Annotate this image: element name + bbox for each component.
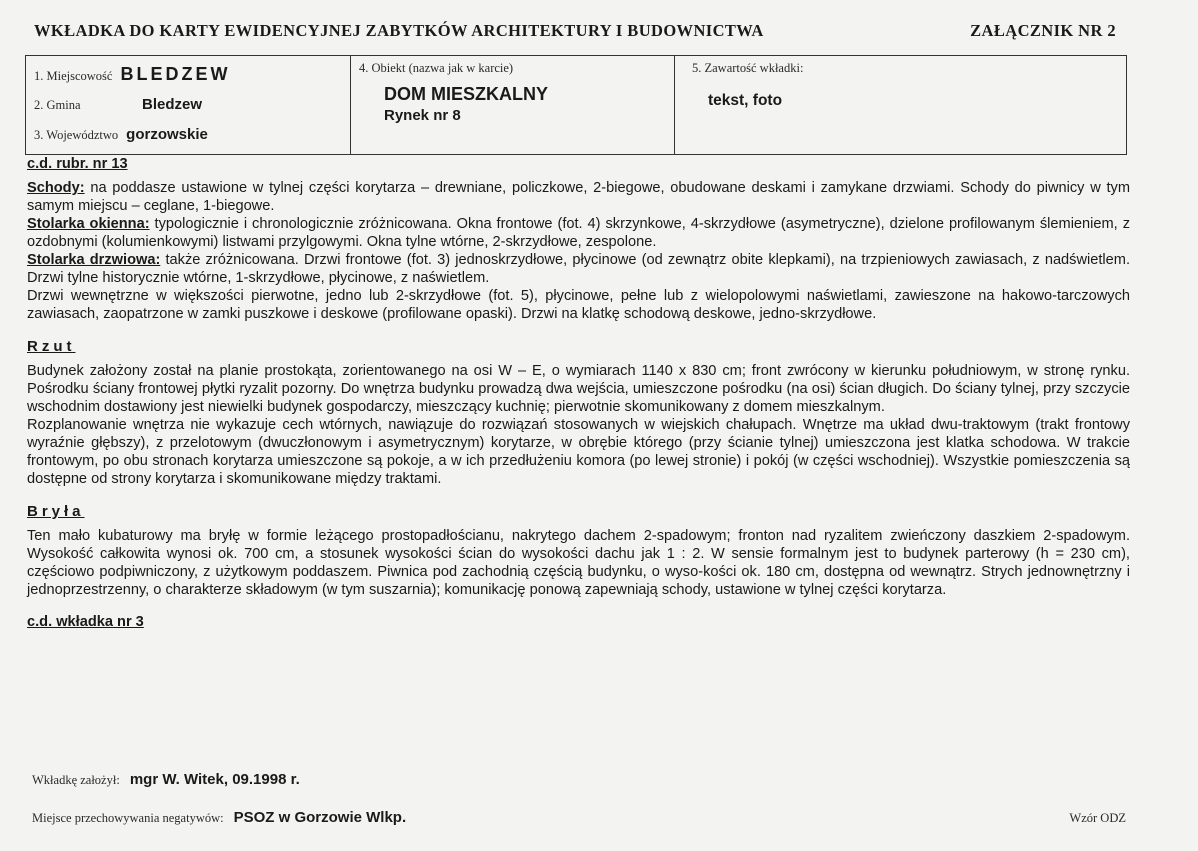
form-code: Wzór ODZ [1069, 811, 1126, 825]
annex-label: ZAŁĄCZNIK NR 2 [970, 21, 1116, 40]
author-line [32, 771, 300, 788]
drzwiowa-paragraph [27, 251, 1130, 287]
zawartosc-value: tekst, foto [708, 92, 783, 109]
rzut-paragraph-1: Budynek założony został na planie prostokąta, zorientowanego na osi W – E, o wymiarach 1140 x 830 cm; front zwrócony w kierunku południowym, w stronę rynku. Pośrodku ściany frontowej płytki ryzalit pozorny. Do wnętrza budynku prowadzą dwa wejścia, umieszczone pośrodku (na osi) ścian długich. Do ściany tylnej, przy szczycie wschodnim dostawiony jest niewielki budynek gospodarczy, mieszczący kuchnię; pierwotnie skomunikowany z domem mieszkalnym. [27, 363, 1130, 415]
gmina-label: 2. Gmina [34, 98, 81, 112]
drzwiowa-text: także zróżnicowana. Drzwi frontowe (fot. 3) jednoskrzydłowe, płycinowe (od zewnątrz obite klepkami), na trzpieniowych zawiasach, z nadświetlem. Drzwi tylne historycznie wtórne, 1-skrzydłowe, płycinowe, z naświetlem. [27, 252, 1130, 286]
obiekt-label: 4. Obiekt (nazwa jak w karcie) [359, 61, 514, 75]
drzwi-wewn-paragraph: Drzwi wewnętrzne w większości pierwotne, jedno lub 2-skrzydłowe (fot. 5), płycinowe, pełne lub z wielopolowymi naświetlami, zawieszone na hakowo-tarczowych zawiasach, zaopatrzone w zamki puszkowe i deskowe (profilowane opaski). Drzwi na klatkę schodową deskowe, jedno-skrzydłowe. [27, 288, 1130, 322]
okienna-text: typologicznie i chronologicznie zróżnicowana. Okna frontowe (fot. 4) skrzynkowe, 4-skrzydłowe (asymetryczne), dzielone profilowanym ślemieniem, z ozdobnymi (kolumienkowymi) listwami przylgowymi. Okna tylne wtórne, 2-skrzydłowe, zespolone. [27, 216, 1130, 250]
wojewodztwo-row [34, 126, 208, 143]
negatives-line [32, 809, 406, 826]
gmina-value: Bledzew [142, 96, 203, 113]
rzut-heading: Rzut [27, 338, 76, 355]
obiekt-address: Rynek nr 8 [384, 107, 461, 124]
schody-heading: Schody: [27, 180, 85, 196]
object-column [351, 56, 675, 154]
drzwiowa-heading: Stolarka drzwiowa: [27, 252, 161, 268]
info-box [25, 55, 1127, 155]
location-column [26, 56, 351, 154]
continuation-heading: c.d. rubr. nr 13 [27, 156, 128, 172]
schody-text: na poddasze ustawione w tylnej części korytarza – drewniane, policzkowe, 2-biegowe, obudowane deskami i zamykane drzwiami. Schody do piwnicy w tym samym miejscu – ceglane, 1-biegowe. [27, 180, 1130, 214]
okienna-heading: Stolarka okienna: [27, 216, 150, 232]
miejscowosc-row [34, 64, 230, 85]
miejscowosc-value: BLEDZEW [120, 64, 231, 84]
miejscowosc-label: 1. Miejscowość [34, 69, 113, 83]
okienna-paragraph [27, 215, 1130, 251]
continuation-next: c.d. wkładka nr 3 [27, 614, 144, 630]
author-value: mgr W. Witek, 09.1998 r. [129, 771, 300, 788]
schody-paragraph [27, 179, 1130, 215]
rzut-paragraph-2: Rozplanowanie wnętrza nie wykazuje cech wtórnych, nawiązuje do rozwiązań stosowanych w wiejskich chałupach. Wnętrze ma układ dwu-traktowym (trakt frontowy wyraźnie głębszy), z przelotowym (dwuczłonowym i asymetrycznym) korytarze, w obrębie którego (przy ścianie tylnej) umieszczona jest klatka schodowa. W trakcie frontowym, po obu stronach korytarza umieszczone są pokoje, a w ich przedłużeniu komora (po lewej stronie) i pokój (w części wschodniej). Wszystkie pomieszczenia są dostępne od strony korytarza i skomunikowane między traktami. [27, 417, 1130, 487]
wojewodztwo-value: gorzowskie [126, 126, 208, 143]
zawartosc-label: 5. Zawartość wkładki: [692, 61, 804, 75]
obiekt-name: DOM MIESZKALNY [384, 84, 548, 104]
bryla-paragraph: Ten mało kubaturowy ma bryłę w formie leżącego prostopadłościanu, nakrytego dachem 2-spadowym; fronton nad ryzalitem zwieńczony daszkiem 2-spadowym. Wysokość całkowita wynosi ok. 700 cm, a stosunek wysokości ścian do wysokości dachu jak 1 : 2. W sensie formalnym jest to budynek parterowy (h = 230 cm), częściowo podpiwniczony, z użytkowym poddaszem. Piwnica pod zachodnią częścią budynku, o wyso-kości ok. 180 cm, dostępna od wewnątrz. Strych jednownętrzny i jednoprzestrzenny, o charakterze składowym (w tym suszarnia); komunikację ponową zapewniają schody, ustawione w tylnej części korytarza. [27, 528, 1130, 598]
negatives-value: PSOZ w Gorzowie Wlkp. [233, 809, 407, 826]
bryla-heading: Bryła [27, 503, 85, 520]
gmina-row [34, 96, 202, 113]
contents-column [675, 56, 1126, 154]
wojewodztwo-label: 3. Województwo [34, 128, 119, 142]
author-label: Wkładkę założył: [32, 773, 120, 787]
card-title: WKŁADKA DO KARTY EWIDENCYJNEJ ZABYTKÓW ARCHITEKTURY I BUDOWNICTWA [34, 21, 764, 40]
negatives-label: Miejsce przechowywania negatywów: [32, 811, 224, 825]
description-body [27, 155, 1130, 631]
